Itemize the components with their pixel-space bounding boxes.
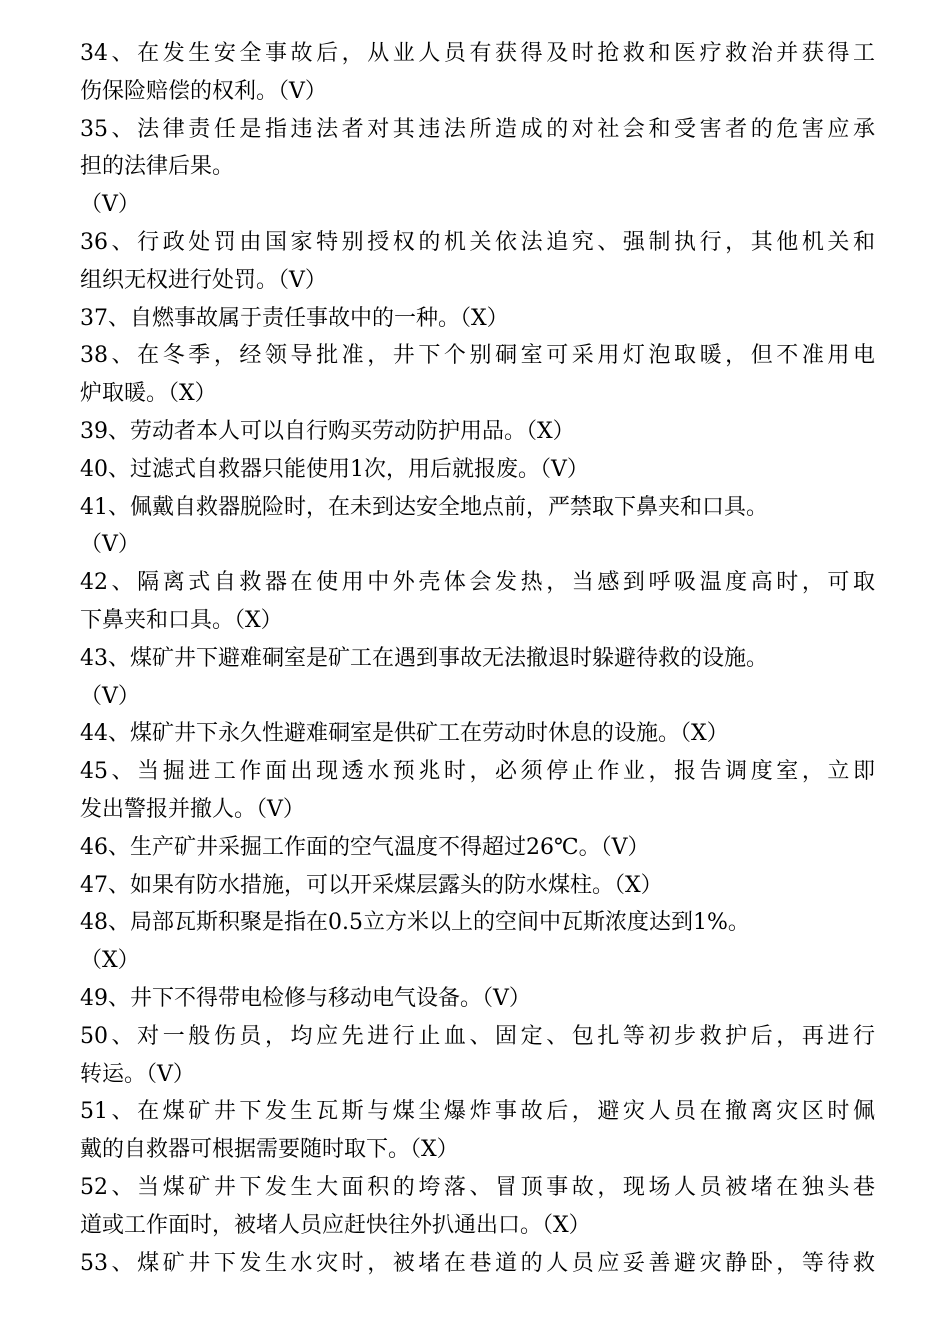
- text-line: 35、法律责任是指违法者对其违法所造成的对社会和受害者的危害应承: [80, 116, 875, 142]
- text-line: 发出警报并撤人。（V）: [80, 796, 305, 822]
- text-line: （V）: [80, 192, 140, 218]
- text-line: 炉取暖。（X）: [80, 381, 217, 407]
- text-line: （V）: [80, 683, 140, 709]
- text-line: 34、在发生安全事故后，从业人员有获得及时抢救和医疗救治并获得工: [80, 41, 875, 66]
- text-line: 41、佩戴自救器脱险时，在未到达安全地点前，严禁取下鼻夹和口具。: [80, 494, 768, 520]
- text-line: 43、煤矿井下避难硐室是矿工在遇到事故无法撤退时躲避待救的设施。: [80, 645, 768, 671]
- text-line: 51、在煤矿井下发生瓦斯与煤尘爆炸事故后，避灾人员在撤离灾区时佩: [80, 1099, 875, 1125]
- text-line: 37、自燃事故属于责任事故中的一种。（X）: [80, 305, 509, 331]
- text-line: 转运。（V）: [80, 1061, 195, 1087]
- text-line: 42、隔离式自救器在使用中外壳体会发热，当感到呼吸温度高时，可取: [80, 570, 875, 596]
- text-line: （V）: [80, 532, 140, 558]
- text-line: 53、煤矿井下发生水灾时，被堵在巷道的人员应妥善避灾静卧，等待救: [80, 1250, 875, 1276]
- text-line: 44、煤矿井下永久性避难硐室是供矿工在劳动时休息的设施。（X）: [80, 721, 729, 747]
- text-line: 52、当煤矿井下发生大面积的垮落、冒顶事故，现场人员被堵在独头巷: [80, 1174, 875, 1200]
- text-line: 下鼻夹和口具。（X）: [80, 607, 283, 633]
- text-line: 组织无权进行处罚。（V）: [80, 267, 327, 293]
- document-page: [80, 35, 875, 1282]
- text-line: 49、井下不得带电检修与移动电气设备。（V）: [80, 985, 531, 1011]
- text-line: 45、当掘进工作面出现透水预兆时，必须停止作业，报告调度室，立即: [80, 759, 875, 785]
- text-line: （X）: [80, 948, 140, 974]
- text-line: 36、行政处罚由国家特别授权的机关依法追究、强制执行，其他机关和: [80, 229, 875, 255]
- text-line: 戴的自救器可根据需要随时取下。（X）: [80, 1137, 459, 1163]
- text-line: 40、过滤式自救器只能使用1次，用后就报废。（V）: [80, 456, 589, 482]
- text-line: 39、劳动者本人可以自行购买劳动防护用品。（X）: [80, 418, 575, 444]
- text-line: 48、局部瓦斯积聚是指在0.5立方米以上的空间中瓦斯浓度达到1%。: [80, 910, 750, 936]
- text-line: 担的法律后果。: [80, 154, 235, 180]
- text-line: 46、生产矿井采掘工作面的空气温度不得超过26℃。（V）: [80, 834, 650, 860]
- text-line: 伤保险赔偿的权利。（V）: [80, 78, 327, 104]
- text-line: 50、对一般伤员，均应先进行止血、固定、包扎等初步救护后，再进行: [80, 1023, 875, 1049]
- text-line: 道或工作面时，被堵人员应赶快往外扒通出口。（X）: [80, 1212, 591, 1238]
- text-line: 38、在冬季，经领导批准，井下个别硐室可采用灯泡取暖，但不准用电: [80, 343, 875, 369]
- text-line: 47、如果有防水措施，可以开采煤层露头的防水煤柱。（X）: [80, 872, 663, 898]
